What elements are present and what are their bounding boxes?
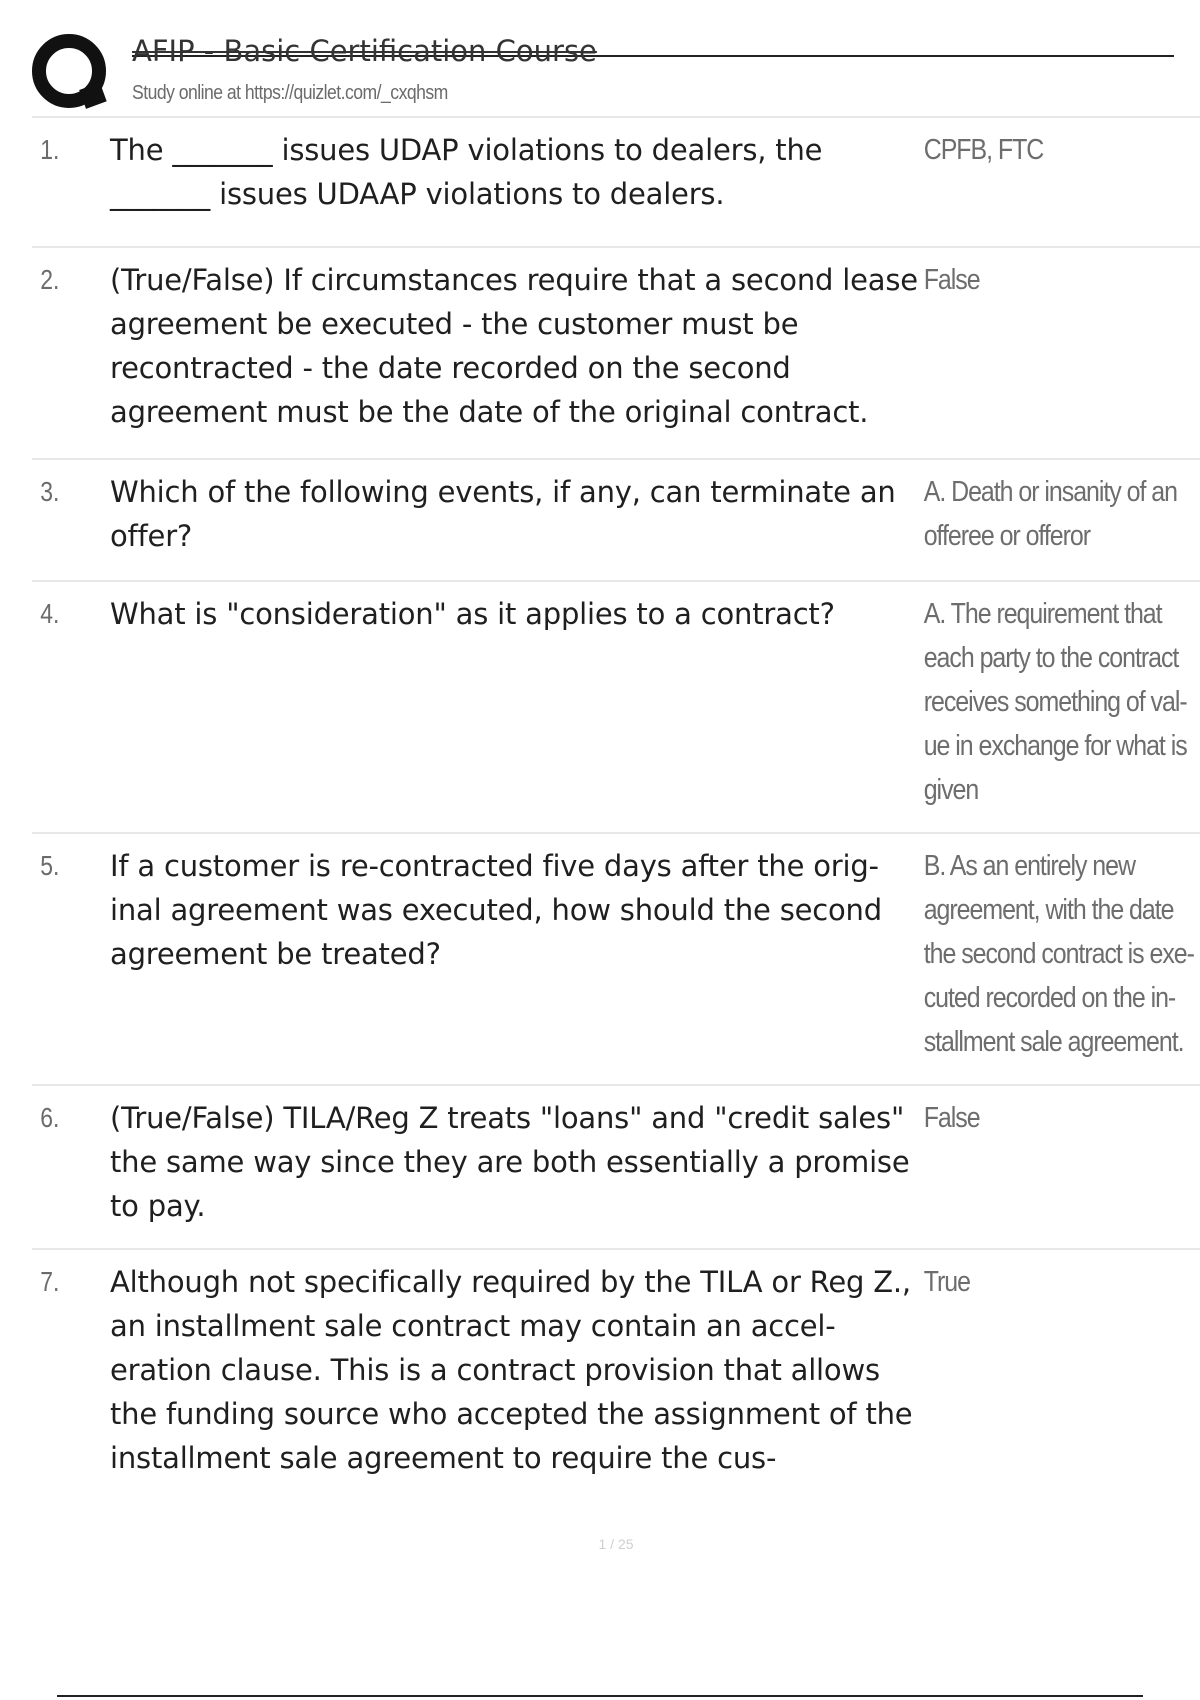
card-2 xyxy=(32,246,1200,458)
bottom-rule xyxy=(57,1695,1143,1697)
study-link[interactable]: Study online at https://quizlet.com/_cxqhsm xyxy=(132,82,448,104)
card-definition: False xyxy=(923,264,980,296)
card-1 xyxy=(32,116,1200,246)
card-term: The _______ issues UDAP violations to dealers, the _______ issues UDAAP violations to dealers. xyxy=(110,133,823,211)
quizlet-logo-icon xyxy=(32,34,110,112)
card-5 xyxy=(32,832,1200,1084)
card-term: Although not specifically required by the TILA or Reg Z., an installment sale contract may contain an accel- eration clause. This is a contract provision that allows the funding source who accepted the assignment of the installment sale agreement to require the cus- xyxy=(110,1265,913,1475)
page-title: AFIP - Basic Certification Course xyxy=(132,34,597,68)
card-definition: True xyxy=(923,1266,970,1298)
card-term: What is "consideration" as it applies to a contract? xyxy=(110,597,835,631)
card-term: (True/False) TILA/Reg Z treats "loans" and "credit sales" the same way since they are both essentially a promise to pay. xyxy=(110,1101,910,1223)
card-definition: A. The requirement that each party to the contract receives something of val- ue in exchange for what is given xyxy=(923,598,1187,806)
card-number: 7. xyxy=(40,1266,60,1297)
card-term: (True/False) If circumstances require that a second lease agreement be executed - the customer must be recontracted - the date recorded on the second agreement must be the date of the original contract. xyxy=(110,263,918,429)
card-definition: B. As an entirely new agreement, with the date the second contract is exe- cuted recorded on the in- stallment sale agreement. xyxy=(923,850,1194,1058)
card-number: 6. xyxy=(40,1102,60,1133)
card-4 xyxy=(32,580,1200,832)
card-definition: A. Death or insanity of an offeree or offeror xyxy=(923,476,1177,552)
card-6 xyxy=(32,1084,1200,1248)
page-number: 1 / 25 xyxy=(598,1536,634,1552)
card-term: If a customer is re-contracted five days after the orig- inal agreement was executed, how should the second agreement be treated? xyxy=(110,849,882,971)
card-term: Which of the following events, if any, can terminate an offer? xyxy=(110,475,896,553)
card-definition: False xyxy=(923,1102,980,1134)
card-number: 4. xyxy=(40,598,60,629)
card-definition: CPFB, FTC xyxy=(923,134,1044,166)
card-number: 3. xyxy=(40,476,60,507)
flashcard-list xyxy=(32,116,1200,1500)
card-number: 5. xyxy=(40,850,60,881)
card-number: 1. xyxy=(40,134,60,165)
card-3 xyxy=(32,458,1200,580)
card-number: 2. xyxy=(40,264,60,295)
page-header xyxy=(32,30,1142,112)
card-7 xyxy=(32,1248,1200,1500)
